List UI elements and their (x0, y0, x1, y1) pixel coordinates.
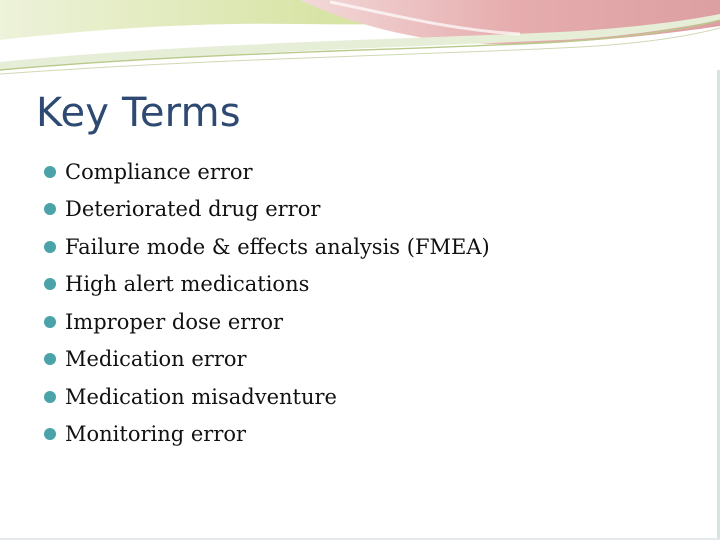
list-item-text: Medication error (65, 347, 247, 372)
bullet-icon (44, 316, 56, 328)
list-item-text: Deteriorated drug error (65, 197, 321, 222)
header-swoosh-decoration (0, 0, 720, 90)
list-item-text: Monitoring error (65, 422, 247, 447)
list-item-text: Compliance error (65, 159, 253, 184)
list-item (44, 303, 490, 341)
bullet-icon (44, 166, 56, 178)
bullet-icon (44, 353, 56, 365)
list-item-text: Improper dose error (65, 309, 284, 334)
slide-title: Key Terms (36, 90, 241, 136)
bullet-icon (44, 391, 56, 403)
list-item (44, 191, 490, 229)
bullet-icon (44, 203, 56, 215)
bullet-icon (44, 428, 56, 440)
bullet-icon (44, 241, 56, 253)
list-item-text: Medication misadventure (65, 384, 337, 409)
list-item (44, 341, 490, 379)
list-item (44, 266, 490, 304)
list-item-text: High alert medications (65, 272, 310, 297)
list-item-text: Failure mode & effects analysis (FMEA) (65, 234, 490, 259)
list-item (44, 416, 490, 454)
key-terms-list (44, 153, 490, 453)
list-item (44, 228, 490, 266)
list-item (44, 153, 490, 191)
list-item (44, 378, 490, 416)
bullet-icon (44, 278, 56, 290)
